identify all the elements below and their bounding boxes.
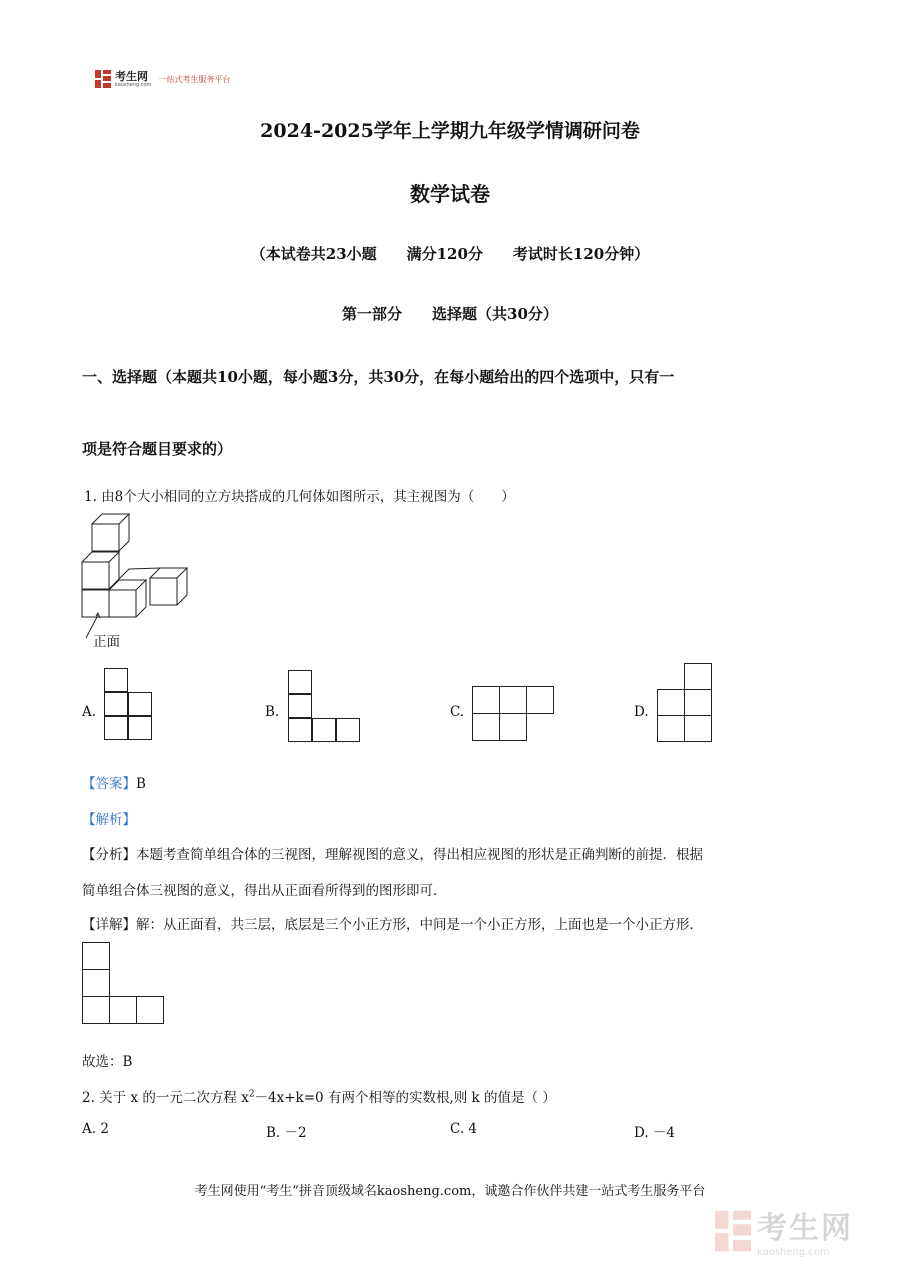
subject-title: 数学试卷: [410, 182, 490, 206]
option-a-figure: [104, 668, 156, 742]
eq-rest: －4x+k=0: [254, 1090, 324, 1106]
option-d-figure: [657, 663, 713, 743]
option-c-figure: [472, 686, 556, 742]
option-b-figure: [288, 670, 362, 744]
logo-name: 考生网: [115, 69, 148, 83]
detail-line: [82, 913, 703, 933]
solution-figure: [82, 942, 168, 1026]
header-logo: [95, 70, 230, 88]
part-heading: 第一部分 选择题（共30分）: [342, 305, 558, 323]
fenxi-text1: 本题考查简单组合体的三视图，理解视图的意义，得出相应视图的形状是正确判断的前提．根据: [136, 847, 703, 863]
fenxi-tag: 【分析】: [82, 847, 136, 863]
q2-option-a: A. 2: [82, 1121, 109, 1137]
q2-option-c: C. 4: [450, 1121, 478, 1137]
exam-info: （本试卷共23小题 满分120分 考试时长120分钟）: [250, 245, 650, 263]
logo-slogan: 一站式考生服务平台: [158, 74, 231, 84]
choose-label: 故选：: [82, 1054, 123, 1070]
answer-tag: 【答案】: [82, 776, 136, 792]
q1-cube-figure: [78, 510, 198, 650]
front-label: 正面: [93, 634, 120, 650]
logo-domain: kaosheng.com: [115, 81, 152, 88]
choose-value: B: [122, 1054, 133, 1070]
choose-row: [82, 1050, 132, 1070]
watermark-text: 考生网: [757, 1211, 853, 1246]
q2-equation: [241, 1090, 323, 1106]
detail-text: 解：从正面看，共三层，底层是三个小正方形，中间是一个小正方形，上面也是一个小正方形．: [136, 917, 703, 933]
answer-value: B: [136, 776, 146, 792]
q2-stem-d: 的值是（ ）: [484, 1090, 556, 1106]
option-b-label: B.: [265, 704, 280, 720]
kaosheng-logo-icon: [95, 70, 111, 88]
q2-stem-c: 有两个相等的实数根,则: [327, 1090, 468, 1106]
option-a-label: A.: [82, 704, 97, 720]
exam-title: 2024-2025学年上学期九年级学情调研问卷: [260, 120, 640, 142]
option-d-label: D.: [634, 704, 649, 720]
q2-stem-b: 的一元二次方程: [142, 1090, 237, 1106]
option-c-label: C.: [450, 704, 465, 720]
section-heading-line2: 项是符合题目要求的）: [82, 440, 233, 458]
answer-row: [82, 772, 146, 792]
page-footer: 考生网使用“考生”拼音顶级域名kaosheng.com，诚邀合作伙伴共建一站式考生服务平台: [194, 1184, 706, 1199]
q2-var-x: x: [130, 1090, 139, 1106]
fenxi-line2: 简单组合体三视图的意义，得出从正面看所得到的图形即可．: [82, 883, 447, 899]
watermark-logo-icon: [715, 1208, 751, 1254]
analysis-tag: 【解析】: [82, 812, 136, 828]
q2-stem-a: 2. 关于: [82, 1090, 127, 1106]
q2-option-b: B. －2: [266, 1125, 307, 1141]
watermark: [715, 1203, 853, 1258]
eq-sup: 2: [248, 1089, 255, 1100]
watermark-domain: kaosheng.com: [757, 1247, 830, 1258]
detail-tag: 【详解】: [82, 917, 136, 933]
q1-stem: 1. 由8个大小相同的立方块搭成的几何体如图所示，其主视图为（ ）: [84, 489, 515, 505]
q2-var-k: k: [471, 1090, 480, 1106]
eq-x: x: [241, 1090, 249, 1106]
fenxi-line1: [82, 843, 822, 863]
q2-stem: [82, 1086, 556, 1106]
section-heading-line1: 一、选择题（本题共10小题，每小题3分，共30分，在每小题给出的四个选项中，只有一: [82, 368, 675, 386]
q2-option-d: D. －4: [634, 1125, 676, 1141]
